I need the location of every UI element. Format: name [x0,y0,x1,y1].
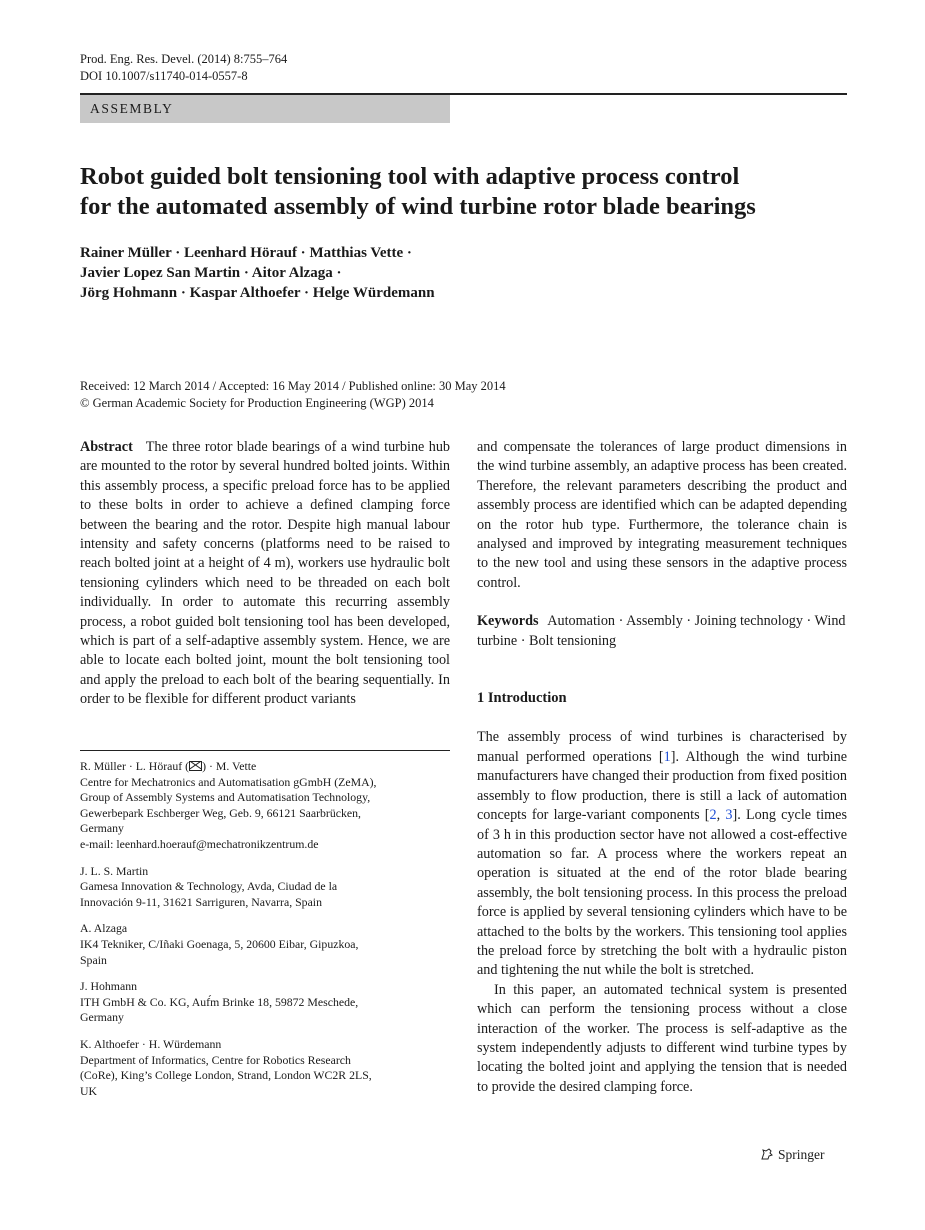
history-dates: Received: 12 March 2014 / Accepted: 16 May 2014 / Published online: 30 May 2014 [80,379,506,393]
publisher-name: Springer [778,1147,825,1162]
affiliation-line: IK4 Tekniker, C/Iñaki Goenaga, 5, 20600 Eibar, Gipuzkoa, [80,936,359,951]
springer-horse-icon [760,1147,774,1161]
abstract [80,438,450,710]
keywords [477,612,847,651]
affiliation [80,979,450,1026]
paper-title [80,162,840,222]
affiliation-line: Innovación 9-11, 31621 Sarriguren, Navarra, Spain [80,894,322,909]
affiliation-names: K. Althoefer · H. Würdemann [80,1036,222,1051]
author-line: Jörg Hohmann · Kaspar Althoefer · Helge Würdemann [80,285,435,301]
keywords-text: Automation · Assembly · Joining technology · Wind turbine · Bolt tensioning [477,613,846,649]
affiliation-line: Gewerbepark Eschberger Weg, Geb. 9, 66121 Saarbrücken, [80,805,361,820]
publisher-logo [760,1146,825,1164]
intro-paragraph: In this paper, an automated technical system is presented which can perform the tensioning process without a close interaction of the worker. The process is self-adaptive as the system independently adjusts to different wind turbine types by locating the bolted joint and applying the tension that is needed to provide the desired clamping force. [477,981,847,1095]
affiliation-line: Germany [80,821,124,836]
citation-link[interactable]: 1 [663,748,671,765]
affiliation [80,759,450,853]
journal-citation: Prod. Eng. Res. Devel. (2014) 8:755–764 [80,52,288,66]
right-column [477,438,847,1097]
intro-paragraph: The assembly process of wind turbines is characterised by manual performed operations [1]. Although the wind turbine manufacturers have changed their production from fixed position assembly to flow production, there is still a lack of automation concepts for large-variant components [2, 3]. Long cycle times of 3 h in this production sector have not allowed a cost-effective automation so far. A process where the workers repeat an operation is situated at the end of the rotor blade bearing assembly, the bolt tensioning process. In this process the preload force is applied by several tensioning cylinders which have to be attached to the bolts by the workers. This tensioning tool applies the preload force by stretching the bolt with a hydraulic piston and tightening the nut while the bolt is stretched. [477,729,848,979]
citation-link[interactable]: 2 [709,807,717,824]
affiliation-line: Spain [80,952,107,967]
abstract-label: Abstract [80,439,133,455]
author-list [80,243,580,303]
affiliation-names: J. L. S. Martin [80,863,149,878]
affiliation-line: Gamesa Innovation & Technology, Avda, Ciudad de la [80,879,338,894]
affiliation [80,864,450,911]
keywords-label: Keywords [477,613,539,630]
affiliation-line: (CoRe), King’s College London, Strand, London WC2R 2LS, [80,1068,372,1083]
title-line: for the automated assembly of wind turbine rotor blade bearings [80,193,756,220]
copyright: © German Academic Society for Production Engineering (WGP) 2014 [80,395,434,410]
author-line: Javier Lopez San Martin · Aitor Alzaga · [80,265,342,281]
affiliations [80,759,450,1110]
affiliation-line: Germany [80,1010,124,1025]
publication-dates [80,378,506,411]
affiliation-line: Group of Assembly Systems and Automatisation Technology, [80,790,371,805]
abstract-column [80,438,450,710]
email-link[interactable]: e-mail: leenhard.hoerauf@mechatronikzentrum.de [80,836,319,851]
envelope-icon[interactable] [189,761,202,771]
affiliation-names: J. Hohmann [80,979,138,994]
affiliation-line: ITH GmbH & Co. KG, Auf́m Brinke 18, 59872 Meschede, [80,994,359,1009]
section-heading-introduction: 1 Introduction [477,690,567,707]
abstract-continued: and compensate the tolerances of large product dimensions in the wind turbine assembly, an adaptive process has been created. Therefore, the relevant parameters describing the product and assembly process are identified which can be adapted depending on the rotor hub type. Furthermore, the tolerance chain is analysed and improved by integrating measurement techniques to the new tool and using these sensors in the adaptive process control. [477,439,847,591]
affiliation-names: R. Müller · L. Hörauf ( ) · M. Vette [80,759,257,773]
citation-link[interactable]: 3 [725,807,733,824]
abstract-text: The three rotor blade bearings of a wind turbine hub are mounted to the rotor by several hundred bolted joints. Within this assembly process, a specific preload force has to be applied to these bolts in order to achieve a defined clamping force between the bearing and the rotor. Despite high manual labour intensity and safety concerns (platforms need to be raised to reach bolted joint at a height of 4 m), workers use hydraulic bolt tensioning cylinders which need to be threaded on each bolt individually. In order to automate this recurring assembly process, a robot guided bolt tensioning tool has been developed, which is part of a self-adaptive assembly system. Hence, we are able to locate each bolted joint, mount the bolt tensioning tool and apply the preload to each bolt of the bearing sequentially. In order to be flexible for different product variants [80,439,451,708]
affiliation-names: A. Alzaga [80,921,128,936]
title-line: Robot guided bolt tensioning tool with adaptive process control [80,163,740,190]
affiliation-rule [80,750,450,751]
journal-header [80,51,287,84]
affiliation-line: Centre for Mechatronics and Automatisation gGmbH (ZeMA), [80,774,377,789]
affiliation-line: UK [80,1083,98,1098]
affiliation-line: Department of Informatics, Centre for Robotics Research [80,1052,351,1067]
affiliation [80,921,450,968]
author-line: Rainer Müller · Leenhard Hörauf · Matthias Vette · [80,245,412,261]
section-label: ASSEMBLY [90,101,174,116]
affiliation [80,1037,450,1099]
doi[interactable]: DOI 10.1007/s11740-014-0557-8 [80,68,248,83]
